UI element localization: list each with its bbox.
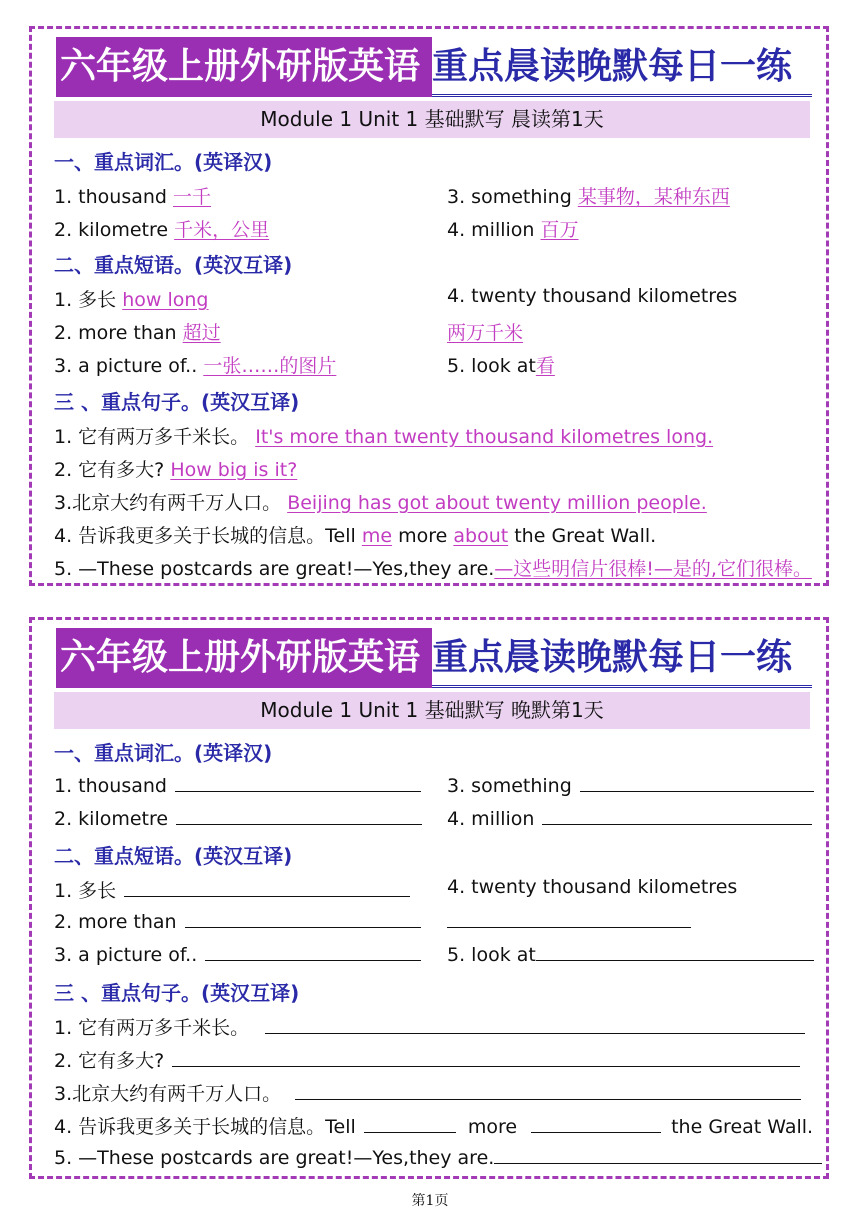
sentence-heading: 三 、重点句子。(英汉互译) (54, 390, 300, 414)
phrase-item (54, 318, 221, 345)
sentence-prompt: the Great Wall. (514, 525, 657, 547)
phrase-prompt: 1. 多长 (54, 289, 117, 311)
sentence-item (54, 521, 656, 548)
sentence-prompt: 4. 告诉我更多关于长城的信息。Tell (54, 525, 356, 547)
sentence-item (54, 488, 707, 515)
sentence-answer: —这些明信片很棒!—是的,它们很棒。 (494, 558, 812, 580)
vocab-item (54, 806, 422, 830)
sentence-prompt: 1. 它有两万多千米长。 (54, 426, 250, 448)
page-number: 第1页 (411, 1193, 449, 1209)
vocab-item (54, 215, 269, 242)
vocab-heading: 一、重点词汇。(英译汉) (54, 150, 273, 174)
sentence-item (54, 1112, 813, 1139)
sentence-prompt: 2. 它有多大? (54, 1050, 165, 1072)
sentence-answer: me (361, 525, 393, 547)
answer-blank[interactable] (364, 1114, 456, 1133)
answer-blank[interactable] (542, 806, 812, 825)
section-subtitle: Module 1 Unit 1 基础默写 晚默第1天 (54, 692, 810, 729)
answer-blank[interactable] (124, 878, 410, 897)
vocab-answer: 一千 (173, 186, 212, 208)
banner-title-left: 六年级上册外研版英语 (56, 628, 432, 688)
phrase-prompt: 4. twenty thousand kilometres (447, 876, 738, 898)
vocab-prompt: 3. something (447, 775, 572, 797)
vocab-answer: 千米，公里 (174, 219, 270, 241)
vocab-prompt: 1. thousand (54, 186, 167, 208)
phrase-item (439, 909, 691, 933)
sentence-item (54, 1013, 805, 1040)
sentence-prompt: more (398, 525, 448, 547)
phrase-prompt: 3. a picture of.. (54, 355, 198, 377)
sentence-heading: 三 、重点句子。(英汉互译) (54, 981, 300, 1005)
phrase-heading: 二、重点短语。(英汉互译) (54, 253, 293, 277)
answer-blank[interactable] (531, 1114, 661, 1133)
phrase-answer: 看 (535, 355, 555, 377)
phrase-item (54, 876, 410, 903)
banner-title-left: 六年级上册外研版英语 (56, 37, 432, 97)
answer-blank[interactable] (447, 909, 691, 928)
vocab-item (447, 806, 812, 830)
vocab-heading: 一、重点词汇。(英译汉) (54, 741, 273, 765)
sentence-answer: Beijing has got about twenty million people. (287, 492, 707, 514)
sentence-answer: It's more than twenty thousand kilometres long. (255, 426, 714, 448)
answer-blank[interactable] (175, 773, 421, 792)
phrase-answer: 两万千米 (447, 322, 524, 344)
sentence-prompt: 1. 它有两万多千米长。 (54, 1017, 250, 1039)
phrase-item (447, 351, 555, 378)
answer-blank[interactable] (205, 942, 421, 961)
answer-blank[interactable] (494, 1145, 822, 1164)
phrase-heading: 二、重点短语。(英汉互译) (54, 844, 293, 868)
section-subtitle: Module 1 Unit 1 基础默写 晨读第1天 (54, 101, 810, 138)
phrase-prompt: 5. look at (447, 944, 536, 966)
answer-blank[interactable] (172, 1048, 800, 1067)
sentence-answer: How big is it? (170, 459, 298, 481)
answer-blank[interactable] (176, 806, 422, 825)
vocab-prompt: 1. thousand (54, 775, 167, 797)
vocab-prompt: 3. something (447, 186, 572, 208)
sentence-prompt: 5. —These postcards are great!—Yes,they are. (54, 558, 495, 580)
sentence-prompt: 3.北京大约有两千万人口。 (54, 492, 282, 514)
vocab-item (54, 182, 211, 209)
phrase-prompt: 1. 多长 (54, 880, 117, 902)
phrase-item (54, 942, 421, 966)
phrase-item (447, 318, 523, 345)
sentence-prompt: the Great Wall. (671, 1116, 814, 1138)
phrase-item (447, 942, 814, 966)
evening-dictation-card (29, 617, 829, 1179)
answer-blank[interactable] (295, 1081, 801, 1100)
title-banner (56, 628, 810, 688)
banner-title-right: 重点晨读晚默每日一练 (432, 628, 812, 688)
answer-blank[interactable] (580, 773, 814, 792)
sentence-prompt: 4. 告诉我更多关于长城的信息。Tell (54, 1116, 356, 1138)
vocab-prompt: 4. million (447, 219, 535, 241)
vocab-item (54, 773, 421, 797)
banner-title-right: 重点晨读晚默每日一练 (432, 37, 812, 97)
phrase-prompt: 4. twenty thousand kilometres (447, 285, 738, 307)
sentence-item (54, 422, 713, 449)
sentence-item (54, 455, 297, 482)
phrase-item (54, 909, 421, 933)
phrase-item (54, 351, 336, 378)
sentence-prompt: 5. —These postcards are great!—Yes,they are. (54, 1147, 495, 1169)
sentence-item (54, 1079, 801, 1106)
phrase-prompt: 2. more than (54, 322, 177, 344)
phrase-item (447, 285, 737, 307)
sentence-prompt: more (467, 1116, 518, 1138)
vocab-prompt: 4. million (447, 808, 535, 830)
sentence-item (54, 1145, 822, 1169)
vocab-item (447, 182, 730, 209)
phrase-item (54, 285, 208, 312)
sentence-item (54, 1046, 800, 1073)
sentence-item (54, 554, 812, 581)
phrase-answer: 超过 (182, 322, 221, 344)
sentence-prompt: 3.北京大约有两千万人口。 (54, 1083, 282, 1105)
phrase-prompt: 2. more than (54, 911, 177, 933)
sentence-answer: about (453, 525, 509, 547)
sentence-prompt: 2. 它有多大? (54, 459, 165, 481)
answer-blank[interactable] (265, 1015, 805, 1034)
answer-blank[interactable] (185, 909, 421, 928)
morning-reading-card (29, 26, 829, 586)
phrase-prompt: 3. a picture of.. (54, 944, 198, 966)
phrase-item (447, 876, 737, 898)
vocab-item (447, 773, 814, 797)
vocab-answer: 某事物，某种东西 (577, 186, 730, 208)
phrase-prompt: 5. look at (447, 355, 536, 377)
answer-blank[interactable] (536, 942, 814, 961)
vocab-prompt: 2. kilometre (54, 808, 169, 830)
title-banner (56, 37, 810, 97)
vocab-answer: 百万 (540, 219, 579, 241)
vocab-prompt: 2. kilometre (54, 219, 169, 241)
phrase-answer: how long (122, 289, 209, 311)
vocab-item (447, 215, 579, 242)
phrase-answer: 一张……的图片 (203, 355, 337, 377)
